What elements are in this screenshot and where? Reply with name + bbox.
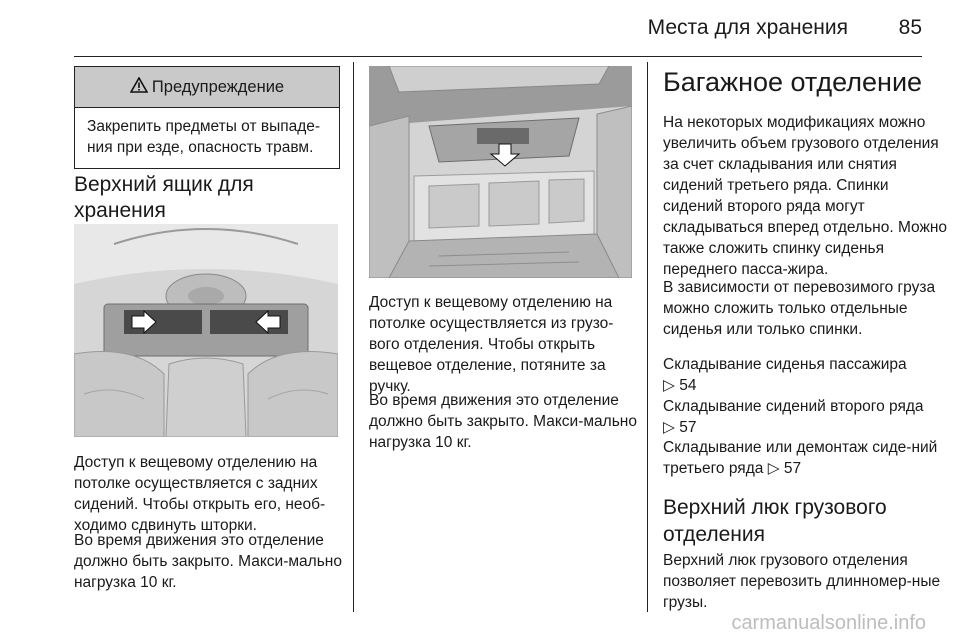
paragraph-luggage-options: В зависимости от перевозимого груза можно сложить только отдельные сиденья или только спинки. [663,279,936,338]
overhead-storage-illustration [74,224,338,437]
warning-triangle-icon [130,77,148,98]
watermark: carmanualsonline.info [731,612,926,634]
paragraph-luggage-intro: На некоторых модификациях можно увеличить объем грузового отделения за счет складывания или снятия сидений третьего ряда. Спинки сидений второго ряда могут складываться вперед отдельно. Можно также сложить спинку сиденья переднего пасса-жира. [663,114,948,278]
paragraph-overhead-access: Доступ к вещевому отделению на потолке осуществляется с задних сидений. Чтобы открыть его, необ-ходимо сдвинуть шторки. [74,454,326,534]
warning-text: Закрепить предметы от выпаде-ния при езде, опасность травм. [87,118,321,156]
page-header [0,0,960,60]
column-separator-2 [647,62,648,612]
column-separator-1 [353,62,354,612]
warning-header [75,67,339,108]
page-number: 85 [898,16,922,39]
cross-reference-3[interactable] [663,437,948,479]
page-ref-icon: ▷ [767,460,780,477]
warning-box [74,66,340,169]
cargo-ceiling-storage-illustration [369,66,632,278]
cross-reference-3-page: 57 [783,460,802,477]
header-rule [74,56,922,57]
warning-title: Предупреждение [151,77,285,96]
section-heading-roof-hatch: Верхний люк грузового отделения [663,496,887,546]
paragraph-roof-hatch: Верхний люк грузового отделения позволяет перевозить длинномер-ные грузы. [663,552,941,611]
cross-reference-1-text: Складывание сиденья пассажира [663,356,907,373]
section-heading-overhead-storage: Верхний ящик для хранения [74,173,254,222]
page-ref-icon: ▷ [663,419,675,436]
paragraph-overhead-load: Во время движения это отделение должно быть закрыто. Макси-мально нагрузка 10 кг. [74,532,342,591]
page-ref-icon: ▷ [663,377,675,394]
cross-reference-2[interactable] [663,396,948,438]
section-heading-luggage: Багажное отделение [663,67,923,97]
paragraph-cargo-ceiling-load: Во время движения это отделение должно быть закрыто. Макси-мально нагрузка 10 кг. [369,392,637,451]
cross-reference-2-text: Складывание сидений второго ряда [663,398,924,415]
cross-reference-3-text: Складывание или демонтаж сиде-ний третьего ряда [663,439,938,477]
paragraph-cargo-ceiling-access: Доступ к вещевому отделению на потолке осуществляется из грузо-вого отделения. Чтобы открыть вещевое отделение, потяните за ручку. [369,294,614,395]
header-title: Места для хранения [647,16,848,39]
cross-reference-2-page: 57 [679,419,697,436]
cross-reference-1[interactable] [663,354,948,396]
cross-reference-1-page: 54 [679,377,697,394]
